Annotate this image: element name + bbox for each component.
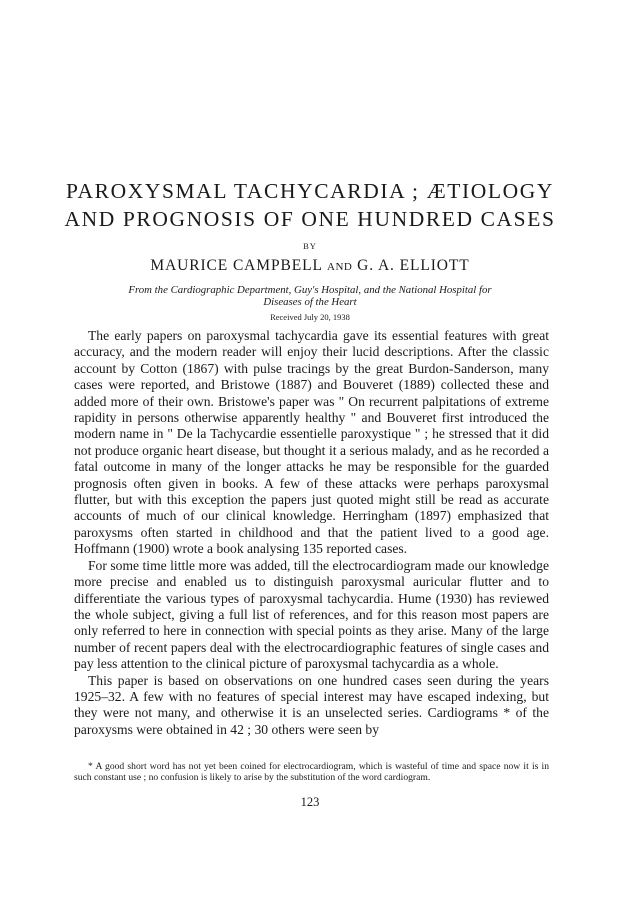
body-text xyxy=(74,328,549,738)
title-line-2: AND PROGNOSIS OF ONE HUNDRED CASES xyxy=(64,207,556,231)
affiliation-line-1: From the Cardiographic Department, Guy's Hospital, and the National Hospital for xyxy=(128,284,492,296)
author-2: G. A. ELLIOTT xyxy=(357,257,470,274)
affiliation-line-2: Diseases of the Heart xyxy=(263,296,357,308)
footnote-text: * A good short word has not yet been coined for electrocardiogram, which is wasteful of time and space now it is in such constant use ; no confusion is likely to arise by the substitution of the word cardiogram. xyxy=(74,761,549,783)
byline-by: BY xyxy=(303,241,317,251)
paragraph: The early papers on paroxysmal tachycardia gave its essential features with great accuracy, and the modern reader will enjoy their lucid descriptions. After the classic account by Cotton (1867) with pulse tracings by the great Burdon-Sanderson, many cases were reported, and Bristowe (1887) and Bouveret (1889) collected these and added more of their own. Bristowe's paper was " On recurrent palpitations of extreme rapidity in persons otherwise apparently healthy " and Bouveret first introduced the modern name in " De la Tachycardie essentielle paroxystique " ; he stressed that it did not produce organic heart disease, but thought it a serious malady, and as he recorded a fatal outcome in many of the longer attacks he may be responsible for the guarded prognosis often given in books. A few of these attacks were perhaps paroxysmal flutter, but with this exception the papers just quoted might still be read as accurate accounts of much of our clinical knowledge. Herringham (1897) emphasized that paroxysms often started in childhood and that the patient lived to a good age. Hoffmann (1900) wrote a book analysing 135 reported cases. xyxy=(74,328,549,557)
paragraph: This paper is based on observations on one hundred cases seen during the years 1925–32. A few with no features of special interest may have escaped indexing, but they were not many, and otherwise it is an unselected series. Cardiograms * of the paroxysms were obtained in 42 ; 30 others were seen by xyxy=(74,672,549,737)
affiliation xyxy=(110,284,510,308)
footnote xyxy=(74,762,549,784)
received-date: Received July 20, 1938 xyxy=(270,312,350,322)
authors-and: AND xyxy=(327,261,353,273)
article-title xyxy=(60,177,560,233)
authors-line xyxy=(0,257,620,275)
author-1: MAURICE CAMPBELL xyxy=(150,257,323,274)
title-line-1: PAROXYSMAL TACHYCARDIA ; ÆTIOLOGY xyxy=(65,179,555,203)
paragraph: For some time little more was added, till the electrocardiogram made our knowledge more precise and enabled us to distinguish paroxysmal auricular flutter and to differentiate the various types of paroxysmal tachycardia. Hume (1930) has reviewed the whole subject, giving a full list of references, and for this reason most papers are only referred to here in connection with special points as they arise. Many of the large number of recent papers deal with the electrocardiographic features of single cases and pay less attention to the clinical picture of paroxysmal tachycardia as a whole. xyxy=(74,557,549,672)
page-number: 123 xyxy=(300,795,320,809)
